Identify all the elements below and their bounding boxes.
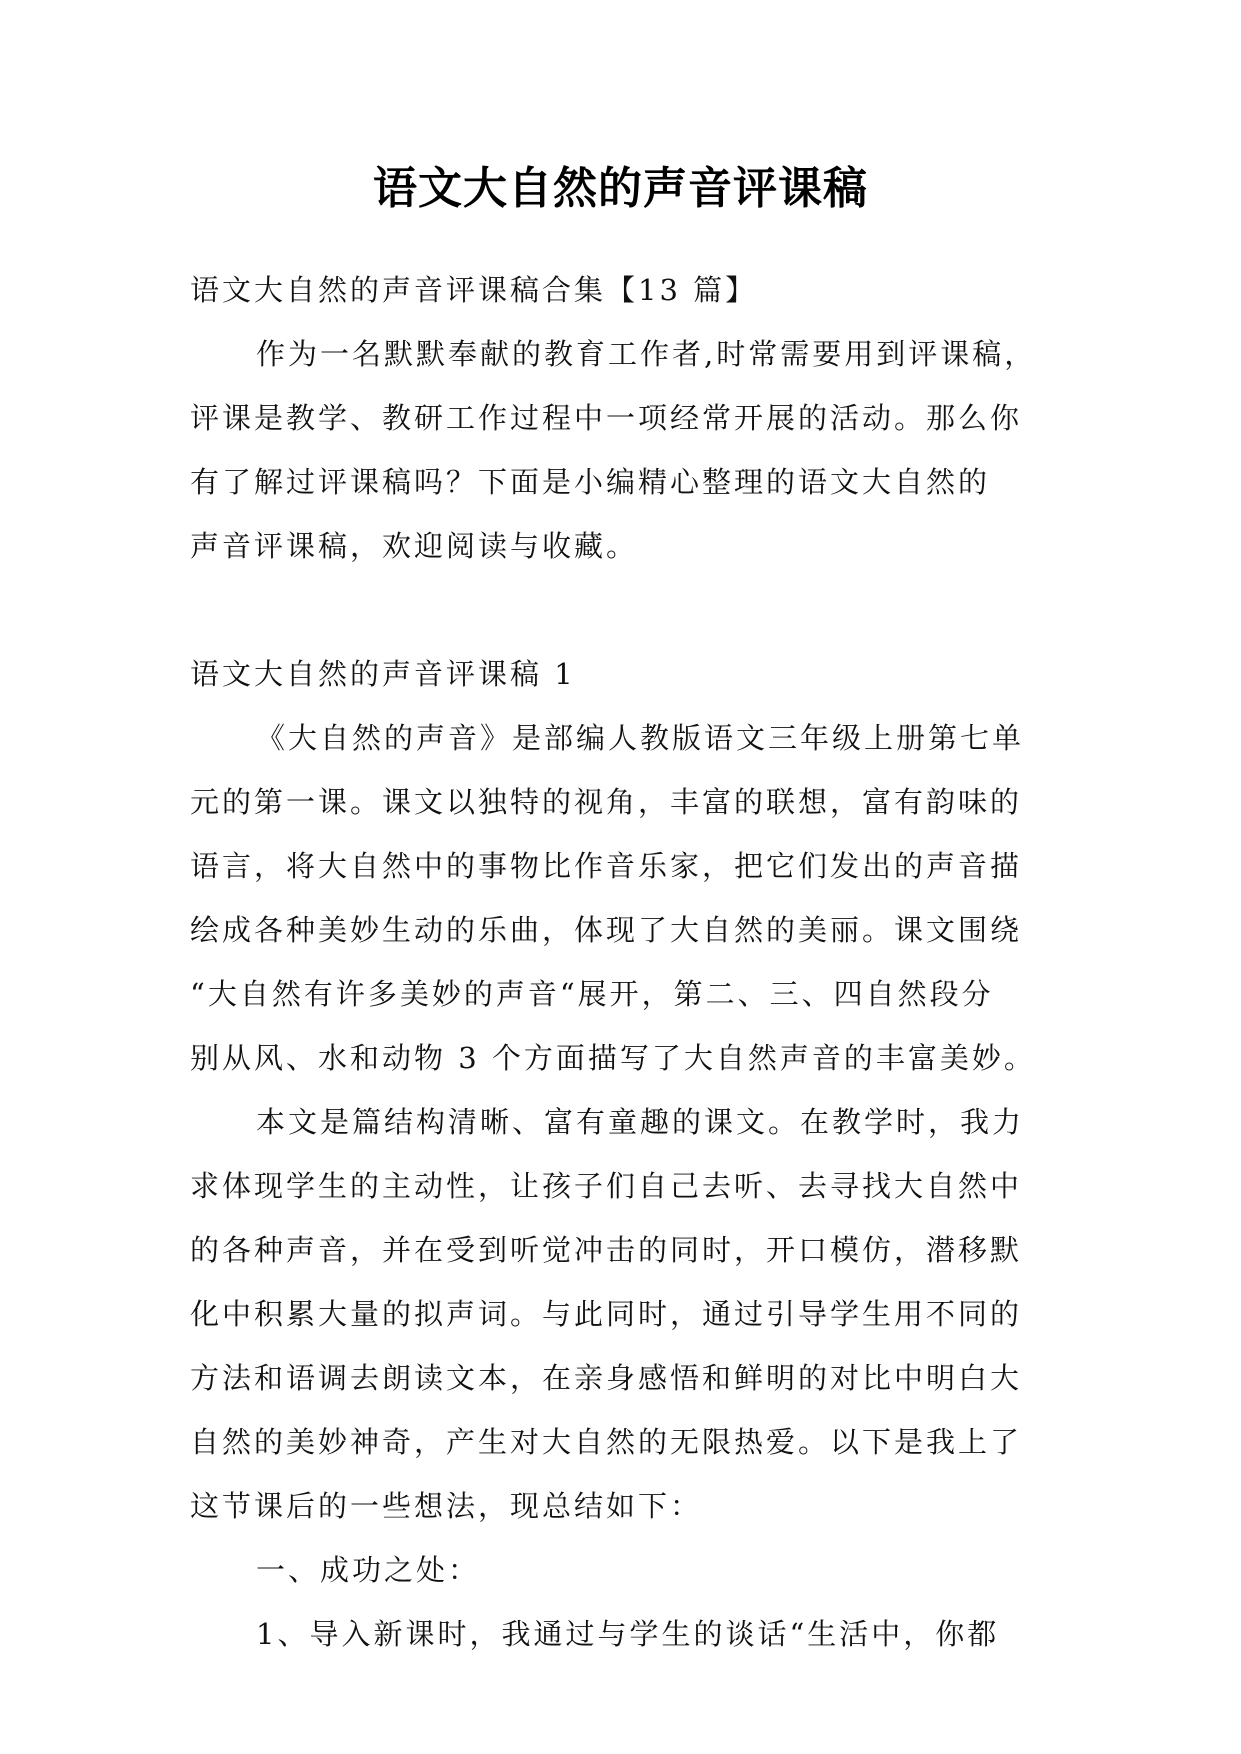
collection-subtitle: 语文大自然的声音评课稿合集【13 篇】 [190, 273, 758, 307]
paragraph-line: 绘成各种美妙生动的乐曲，体现了大自然的美丽。课文围绕 [190, 913, 1023, 947]
intro-line: 作为一名默默奉献的教育工作者,时常需要用到评课稿， [256, 337, 1037, 371]
document-title: 语文大自然的声音评课稿 [373, 163, 868, 214]
intro-line: 有了解过评课稿吗？下面是小编精心整理的语文大自然的 [190, 465, 991, 499]
paragraph-line: 语言，将大自然中的事物比作音乐家，把它们发出的声音描 [190, 849, 1023, 883]
paragraph-line: 元的第一课。课文以独特的视角，丰富的联想，富有韵味的 [190, 785, 1023, 819]
paragraph-line: 方法和语调去朗读文本，在亲身感悟和鲜明的对比中明白大 [190, 1361, 1023, 1395]
paragraph-line: 的各种声音，并在受到听觉冲击的同时，开口模仿，潜移默 [190, 1233, 1023, 1267]
paragraph-line: 《大自然的声音》是部编人教版语文三年级上册第七单 [256, 721, 1025, 755]
document-body [190, 258, 1055, 1666]
paragraph-gap [190, 578, 1055, 642]
paragraph-line: 这节课后的一些想法，现总结如下： [190, 1489, 703, 1523]
intro-line: 声音评课稿，欢迎阅读与收藏。 [190, 529, 639, 563]
paragraph-line: “大自然有许多美妙的声音“展开，第二、三、四自然段分 [190, 977, 994, 1011]
intro-line: 评课是教学、教研工作过程中一项经常开展的活动。那么你 [190, 401, 1023, 435]
paragraph-line: 化中积累大量的拟声词。与此同时，通过引导学生用不同的 [190, 1297, 1023, 1331]
section-heading: 语文大自然的声音评课稿 1 [190, 657, 576, 691]
paragraph-line: 本文是篇结构清晰、富有童趣的课文。在教学时，我力 [256, 1105, 1025, 1139]
point-item: 1、导入新课时，我通过与学生的谈话“生活中，你都 [256, 1617, 1000, 1651]
point-heading: 一、成功之处： [256, 1553, 481, 1587]
paragraph-line: 自然的美妙神奇，产生对大自然的无限热爱。以下是我上了 [190, 1425, 1023, 1459]
paragraph-line: 别从风、水和动物 3 个方面描写了大自然声音的丰富美妙。 [190, 1041, 1036, 1075]
paragraph-line: 求体现学生的主动性，让孩子们自己去听、去寻找大自然中 [190, 1169, 1023, 1203]
